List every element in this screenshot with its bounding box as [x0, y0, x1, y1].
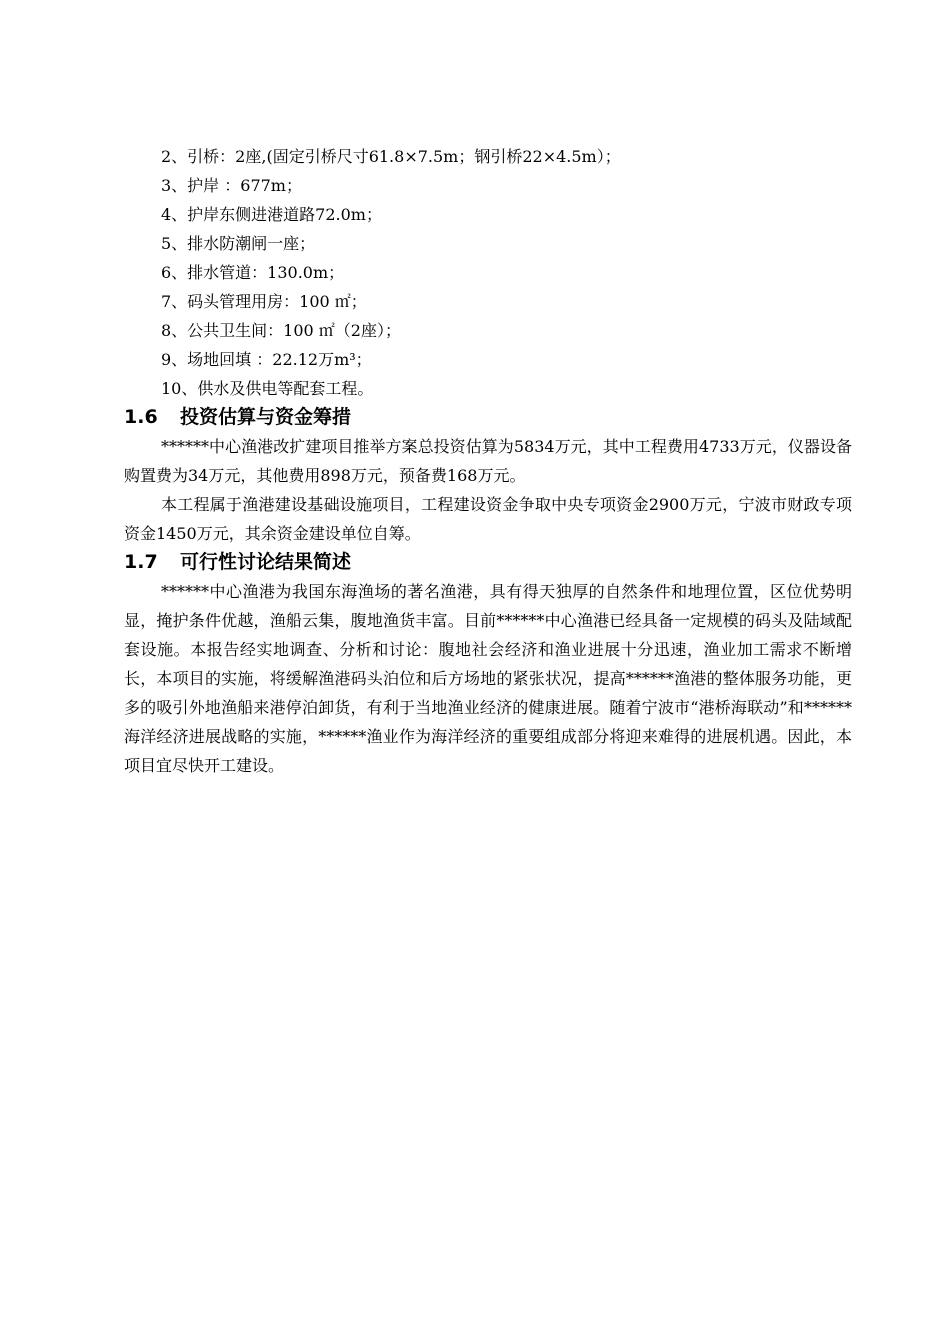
list-item: 7、码头管理用房：100 ㎡；	[161, 292, 367, 311]
section-feasibility	[124, 548, 852, 780]
list-item: 9、场地回填 ：22.12万m³；	[161, 350, 372, 369]
page-content	[124, 142, 852, 780]
section-number: 1.7	[124, 551, 158, 573]
section-heading	[124, 403, 852, 432]
list-item: 8、公共卫生间：100 ㎡（2座）；	[161, 321, 401, 340]
list-item: 4、护岸东侧进港道路72.0m；	[161, 205, 382, 224]
list-item: 6、排水管道：130.0m；	[161, 263, 345, 282]
paragraph: 本工程属于渔港建设基础设施项目，工程建设资金争取中央专项资金2900万元，宁波市财政专项资金1450万元，其余资金建设单位自筹。	[124, 495, 852, 543]
list-item: 5、排水防潮闸一座；	[161, 234, 316, 253]
paragraph: ******中心渔港为我国东海渔场的著名渔港，具有得天独厚的自然条件和地理位置，区位优势明显，掩护条件优越，渔船云集，腹地渔货丰富。目前******中心渔港已经具备一定规模的码头及陆域配套设施。本报告经实地调查、分析和讨论：腹地社会经济和渔业进展十分迅速，渔业加工需求不断增长，本项目的实施，将缓解渔港码头泊位和后方场地的紧张状况，提高******渔港的整体服务功能，更多的吸引外地渔船来港停泊卸货，有利于当地渔业经济的健康进展。随着宁波市“港桥海联动”和******海洋经济进展战略的实施，******渔业作为海洋经济的重要组成部分将迎来难得的进展机遇。因此，本项目宜尽快开工建设。	[124, 582, 852, 775]
section-heading	[124, 548, 852, 577]
list-item: 2、引桥：2座,(固定引桥尺寸61.8×7.5m；钢引桥22×4.5m）；	[161, 147, 621, 166]
list-item: 3、护岸 ：677m；	[161, 176, 302, 195]
construction-list	[124, 142, 852, 403]
section-investment	[124, 403, 852, 548]
section-title: 可行性讨论结果简述	[180, 551, 352, 573]
section-number: 1.6	[124, 406, 158, 428]
list-item: 10、供水及供电等配套工程。	[161, 379, 374, 398]
section-title: 投资估算与资金筹措	[180, 406, 352, 428]
paragraph: ******中心渔港改扩建项目推举方案总投资估算为5834万元，其中工程费用4733万元，仪器设备购置费为34万元，其他费用898万元，预备费168万元。	[124, 437, 852, 485]
